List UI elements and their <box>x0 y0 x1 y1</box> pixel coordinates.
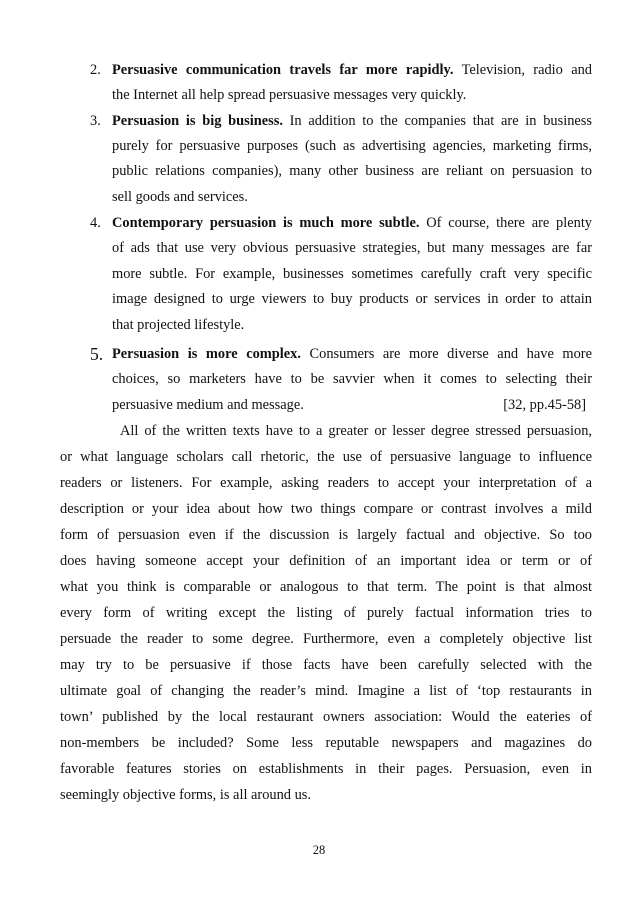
item-line: that projected lifestyle. <box>112 317 245 333</box>
item-number: 3. <box>90 113 101 129</box>
paragraph-line: favorable features stories on establishments in their pages. Persuasion, even in <box>60 761 592 777</box>
item-line: purely for persuasive purposes (such as advertising agencies, marketing firms, <box>112 138 592 154</box>
item-number: 4. <box>90 215 101 231</box>
item-number: 2. <box>90 62 101 78</box>
paragraph-line: readers or listeners. For example, asking readers to accept your interpretation of a <box>60 475 592 491</box>
paragraph-line: or what language scholars call rhetoric, the use of persuasive language to influence <box>60 449 592 465</box>
paragraph-line: description or your idea about how two things compare or contrast involves a mild <box>60 501 592 517</box>
item-line: Persuasion is big business. In addition to the companies that are in business <box>112 113 592 129</box>
item-heading: Persuasion is big business. <box>112 113 283 129</box>
item-line: the Internet all help spread persuasive messages very quickly. <box>112 87 467 103</box>
paragraph-line: does having someone accept your definition of an important idea or term or of <box>60 553 592 569</box>
item-number: 5. <box>90 344 104 364</box>
item-line: choices, so marketers have to be savvier when it comes to selecting their <box>112 371 592 387</box>
citation: [32, pp.45-58] <box>503 397 586 413</box>
item-line: sell goods and services. <box>112 189 248 205</box>
paragraph-line: form of persuasion even if the discussion is largely factual and objective. So too <box>60 527 592 543</box>
item-line: Persuasive communication travels far more rapidly. Television, radio and <box>112 62 592 78</box>
item-line: public relations companies), many other business are reliant on persuasion to <box>112 163 592 179</box>
item-line: Contemporary persuasion is much more subtle. Of course, there are plenty <box>112 215 593 231</box>
item-heading: Persuasive communication travels far more rapidly. <box>112 62 454 78</box>
page-number: 28 <box>312 843 326 857</box>
item-line: Persuasion is more complex. Consumers are more diverse and have more <box>112 346 592 362</box>
paragraph-line: what you think is comparable or analogous to that term. The point is that almost <box>60 579 592 595</box>
paragraph-line: persuade the reader to some degree. Furthermore, even a completely objective list <box>60 631 592 647</box>
paragraph-line: town’ published by the local restaurant owners association: Would the eateries of <box>60 709 592 725</box>
paragraph-line: every form of writing except the listing of purely factual information tries to <box>60 605 592 621</box>
paragraph-line: non-members be included? Some less reputable newspapers and magazines do <box>60 735 592 751</box>
paragraph-line: All of the written texts have to a greater or lesser degree stressed persuasion, <box>120 423 592 439</box>
paragraph-line: ultimate goal of changing the reader’s mind. Imagine a list of ‘top restaurants in <box>60 683 592 699</box>
item-line: of ads that use very obvious persuasive strategies, but many messages are far <box>112 240 592 256</box>
item-line: image designed to urge viewers to buy products or services in order to attain <box>112 291 592 307</box>
item-heading: Contemporary persuasion is much more subtle. <box>112 215 420 231</box>
item-line: persuasive medium and message. [32, pp.45-58] <box>112 397 586 413</box>
item-line: more subtle. For example, businesses sometimes carefully craft very specific <box>112 266 592 282</box>
paragraph-line: seemingly objective forms, is all around us. <box>60 787 311 803</box>
item-heading: Persuasion is more complex. <box>112 346 301 362</box>
paragraph-line: may try to be persuasive if those facts have been carefully selected with the <box>60 657 592 673</box>
